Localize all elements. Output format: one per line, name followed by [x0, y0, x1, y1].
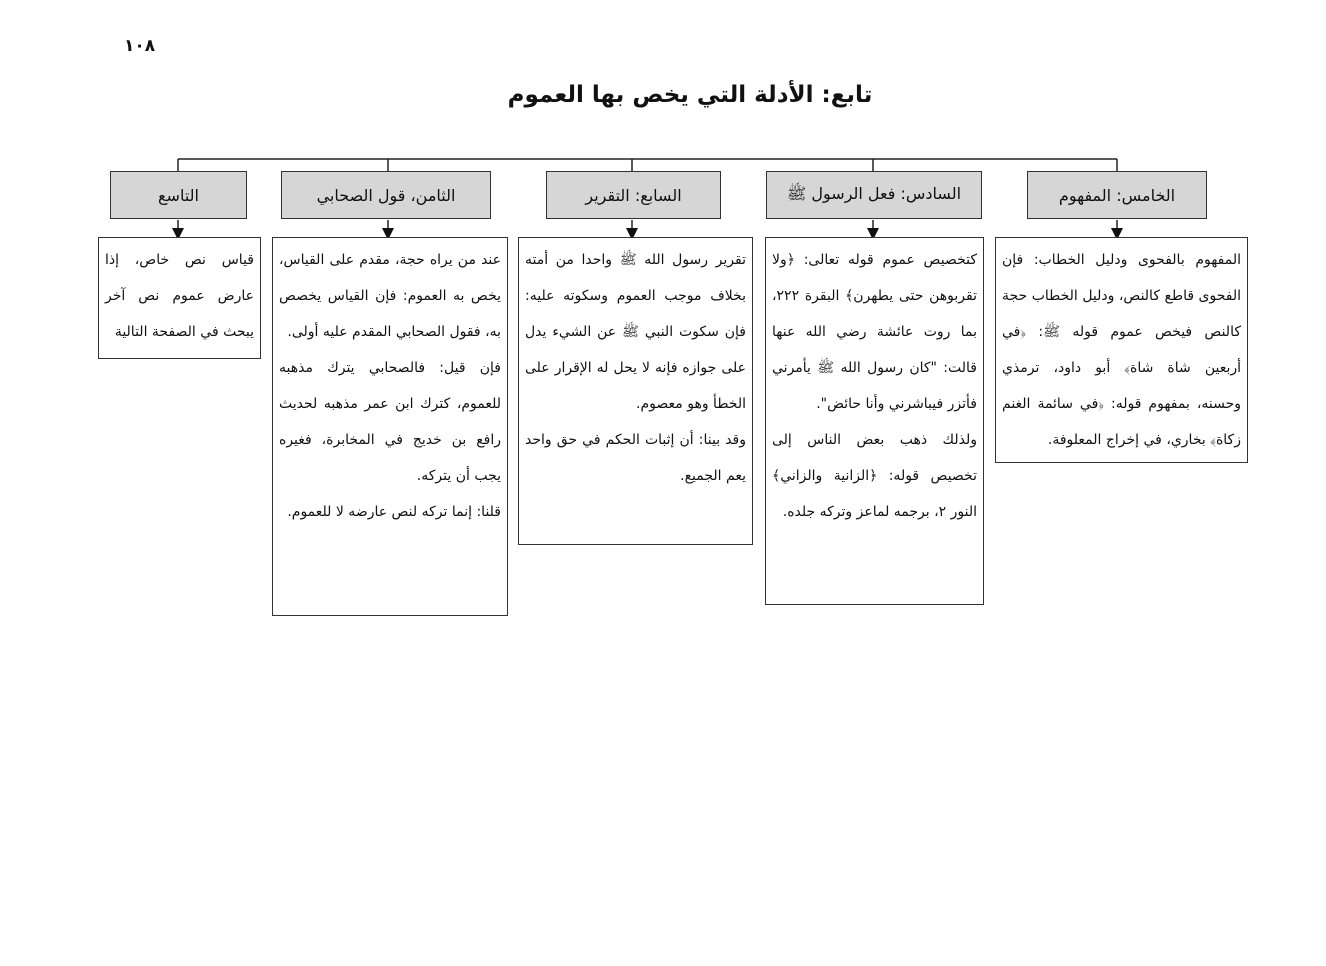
header-ninth	[110, 171, 247, 219]
paragraph: كتخصيص عموم قوله تعالى: ﴿ولا تقربوهن حتى يطهرن﴾ البقرة ٢٢٢، بما روت عائشة رضي الله عنها قالت: "كان رسول الله ﷺ يأمرني فأتزر فيباشرني وأنا حائض".	[772, 252, 977, 412]
paragraph: وقد بينا: أن إثبات الحكم في حق واحد يعم الجميع.	[525, 432, 746, 484]
page-number: ١٠٨	[124, 36, 156, 56]
paragraph: فإن قيل: فالصحابي يترك مذهبه للعموم، كترك ابن عمر مذهبه لحديث رافع بن خديج في المخابرة، فغيره يجب أن يتركه.	[279, 360, 501, 484]
header-label: السابع: التقرير	[585, 185, 682, 205]
header-label: الثامن، قول الصحابي	[316, 185, 456, 205]
content-fifth-mafhum	[995, 237, 1248, 463]
paragraph: المفهوم بالفحوى ودليل الخطاب: فإن الفحوى قاطع كالنص، ودليل الخطاب حجة كالنص فيخص عموم قوله ﷺ: ﴿في أربعين شاة شاة﴾ أبو داود، ترمذي وحسنه، بمفهوم قوله: ﴿في سائمة الغنم زكاة﴾ بخاري، في إخراج المعلوفة.	[1002, 252, 1241, 448]
header-sixth-prophet-action	[766, 171, 982, 219]
header-label: الخامس: المفهوم	[1058, 185, 1176, 205]
paragraph: تقرير رسول الله ﷺ واحدا من أمته بخلاف موجب العموم وسكوته عليه: فإن سكوت النبي ﷺ عن الشيء يدل على جوازه فإنه لا يحل له الإقرار على الخطأ وهو معصوم.	[525, 252, 746, 412]
header-label: التاسع	[158, 185, 199, 205]
header-label: السادس: فعل الرسول ﷺ	[786, 183, 962, 203]
header-fifth-mafhum	[1027, 171, 1207, 219]
header-eighth-companion-saying	[281, 171, 491, 219]
paragraph: قلنا: إنما تركه لنص عارضه لا للعموم.	[287, 504, 501, 520]
content-ninth	[98, 237, 261, 359]
paragraph: قياس نص خاص، إذا عارض عموم نص آخر يبحث في الصفحة التالية	[105, 252, 254, 340]
paragraph: عند من يراه حجة، مقدم على القياس، يخص به العموم: فإن القياس يخصص به، فقول الصحابي المقدم عليه أولى.	[279, 252, 501, 340]
page-title: تابع: الأدلة التي يخص بها العموم	[507, 82, 873, 108]
paragraph: ولذلك ذهب بعض الناس إلى تخصيص قوله: ﴿الزانية والزاني﴾ النور ٢، برجمه لماعز وتركه جلده.	[772, 432, 977, 520]
content-sixth-prophet-action	[765, 237, 984, 605]
content-seventh-taqrir	[518, 237, 753, 545]
content-eighth-companion-saying	[272, 237, 508, 616]
header-seventh-taqrir	[546, 171, 721, 219]
